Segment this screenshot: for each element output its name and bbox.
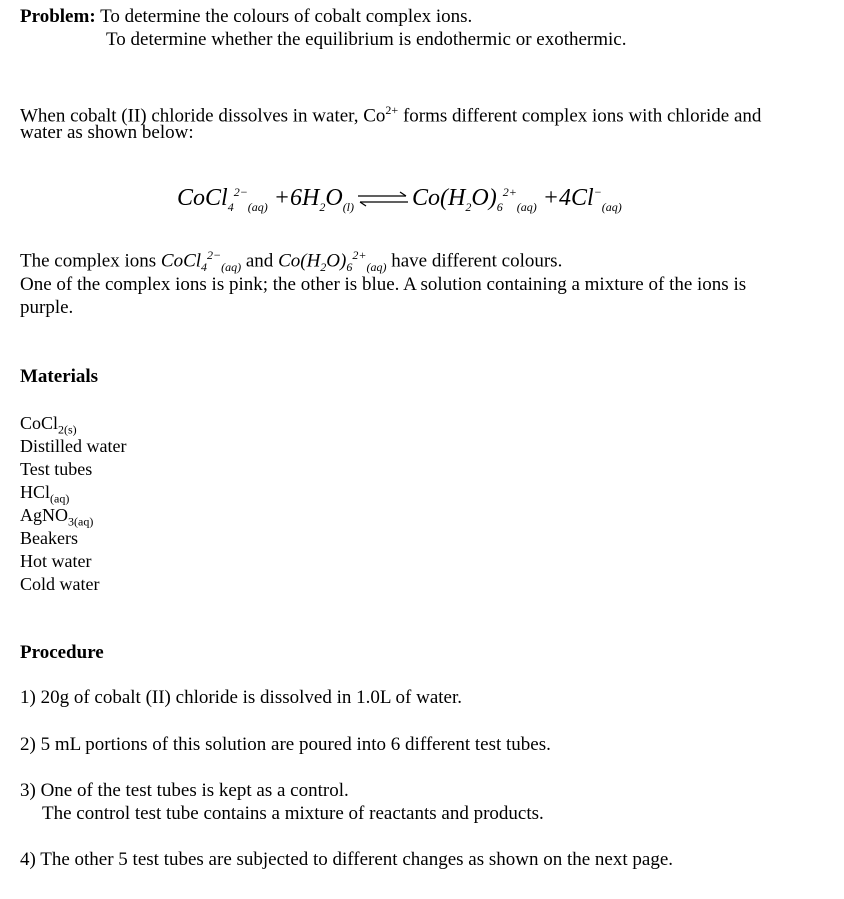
colours-line-2: One of the complex ions is pink; the other is blue. A solution containing a mixture of the ions is (20, 274, 747, 295)
equilibrium-arrow-icon (356, 191, 410, 207)
intro-line-1: When cobalt (II) chloride dissolves in water, $Co^{2+}$ forms different complex ions with chloride and (20, 103, 762, 127)
procedure-step-1: 1) 20g of cobalt (II) chloride is dissolved in 1.0L of water. (20, 687, 462, 708)
material-item: Cold water (20, 574, 100, 594)
colours-line-3: purple. (20, 297, 74, 318)
problem-label: Problem (20, 6, 90, 27)
procedure-step-2: 2) 5 mL portions of this solution are poured into 6 different test tubes. (20, 734, 551, 755)
materials-heading: Materials (20, 366, 99, 387)
problem-objective-2: To determine whether the equilibrium is endothermic or exothermic. (106, 29, 627, 50)
material-item: Beakers (20, 528, 78, 548)
material-item: AgNO$_{3(aq)}$ (20, 505, 94, 529)
material-item: Distilled water (20, 436, 127, 456)
procedure-step-3: 3) One of the test tubes is kept as a control. (20, 780, 349, 801)
problem-line-1: Problem: To determine the colours of cobalt complex ions. (20, 6, 473, 27)
intro-line-2: water as shown below: (20, 122, 194, 143)
material-item: CoCl$_{2(s)}$ (20, 413, 77, 437)
equilibrium-equation: CoCl$_4^{2-}_{(aq)}$ $+6H_2O_{(l)}$ $Co(H_2O)_6^{2+}_{(aq)} +4Cl^-_{(aq)}$ (177, 185, 622, 214)
procedure-step-4: 4) The other 5 test tubes are subjected to different changes as shown on the next page. (20, 849, 674, 870)
material-item: Test tubes (20, 459, 93, 479)
procedure-heading: Procedure (20, 642, 104, 663)
material-item: Hot water (20, 551, 92, 571)
colours-line-1: The complex ions CoCl$_4^{2-}_{(aq)}$ and $Co(H_2O)_6^{2+}_{(aq)}$ have different colours. (20, 248, 563, 275)
procedure-step-3-detail: The control test tube contains a mixture of reactants and products. (42, 803, 544, 824)
problem-objective-1: To determine the colours of cobalt complex ions. (100, 6, 473, 27)
material-item: HCl$_{(aq)}$ (20, 482, 70, 506)
